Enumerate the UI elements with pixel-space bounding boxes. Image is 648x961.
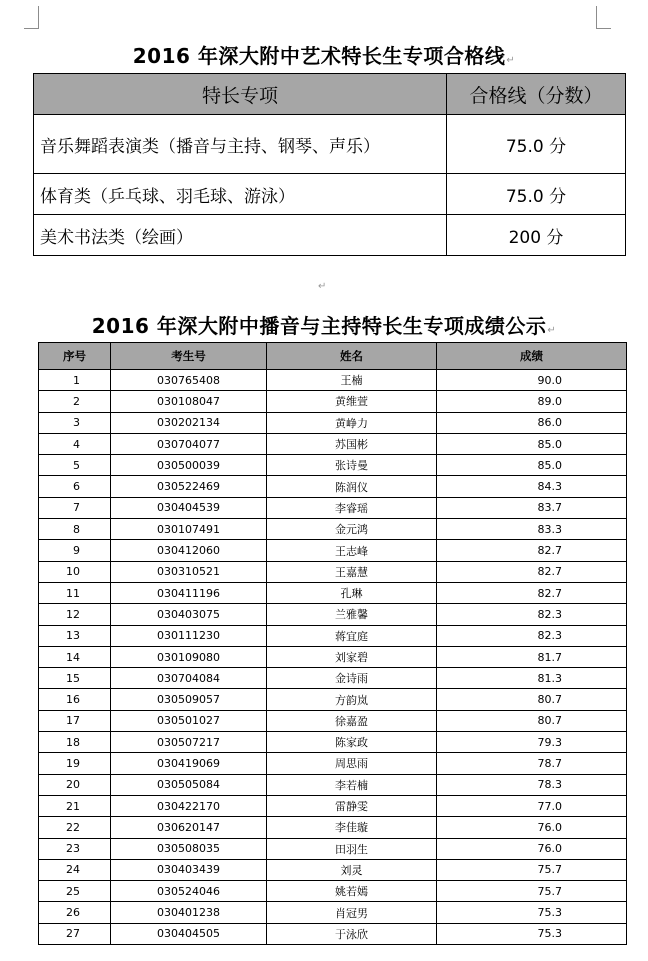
header-pass-line: 合格线（分数）: [447, 74, 626, 115]
table-row: [39, 817, 627, 838]
table-row: [39, 923, 627, 944]
score-cell: 80.7: [437, 689, 627, 710]
row-number-cell: 21: [39, 795, 111, 816]
header-id: 考生号: [111, 343, 267, 370]
score-cell: 77.0: [437, 795, 627, 816]
header-score: 成绩: [437, 343, 627, 370]
score-cell: 82.3: [437, 604, 627, 625]
results-header-row: [39, 343, 627, 370]
score-cell: 85.0: [437, 455, 627, 476]
pass-line-cell: 200 分: [447, 215, 626, 256]
pass-line-cell: 75.0 分: [447, 174, 626, 215]
score-cell: 80.7: [437, 710, 627, 731]
score-cell: 76.0: [437, 838, 627, 859]
student-name-cell: 金元鸿: [267, 519, 437, 540]
student-name-cell: 黄峥力: [267, 412, 437, 433]
student-name-cell: 李佳璇: [267, 817, 437, 838]
student-name-cell: 王楠: [267, 370, 437, 391]
exam-id-cell: 030401238: [111, 902, 267, 923]
exam-id-cell: 030412060: [111, 540, 267, 561]
table-row: [39, 795, 627, 816]
score-cell: 75.3: [437, 923, 627, 944]
row-number-cell: 15: [39, 668, 111, 689]
exam-id-cell: 030310521: [111, 561, 267, 582]
exam-id-cell: 030704084: [111, 668, 267, 689]
score-cell: 90.0: [437, 370, 627, 391]
row-number-cell: 24: [39, 859, 111, 880]
specialty-cell: 美术书法类（绘画）: [34, 215, 447, 256]
exam-id-cell: 030620147: [111, 817, 267, 838]
score-cell: 79.3: [437, 732, 627, 753]
row-number-cell: 27: [39, 923, 111, 944]
student-name-cell: 孔琳: [267, 582, 437, 603]
qualification-row: [34, 174, 626, 215]
score-cell: 75.7: [437, 859, 627, 880]
pass-line-cell: 75.0 分: [447, 115, 626, 174]
row-number-cell: 1: [39, 370, 111, 391]
student-name-cell: 肖冠男: [267, 902, 437, 923]
paragraph-mark-icon: ↵: [547, 325, 557, 336]
student-name-cell: 李若楠: [267, 774, 437, 795]
exam-id-cell: 030507217: [111, 732, 267, 753]
table-row: [39, 902, 627, 923]
table-row: [39, 838, 627, 859]
header-specialty: 特长专项: [34, 74, 447, 115]
table-row: [39, 433, 627, 454]
exam-id-cell: 030509057: [111, 689, 267, 710]
table-row: [39, 412, 627, 433]
table-row: [39, 497, 627, 518]
exam-id-cell: 030107491: [111, 519, 267, 540]
row-number-cell: 9: [39, 540, 111, 561]
header-name: 姓名: [267, 343, 437, 370]
table-row: [39, 476, 627, 497]
exam-id-cell: 030403075: [111, 604, 267, 625]
row-number-cell: 19: [39, 753, 111, 774]
table-row: [39, 881, 627, 902]
exam-id-cell: 030704077: [111, 433, 267, 454]
score-cell: 78.3: [437, 774, 627, 795]
exam-id-cell: 030522469: [111, 476, 267, 497]
exam-id-cell: 030108047: [111, 391, 267, 412]
table-row: [39, 625, 627, 646]
row-number-cell: 16: [39, 689, 111, 710]
table-row: [39, 391, 627, 412]
student-name-cell: 金诗雨: [267, 668, 437, 689]
exam-id-cell: 030411196: [111, 582, 267, 603]
table-row: [39, 455, 627, 476]
row-number-cell: 22: [39, 817, 111, 838]
student-name-cell: 周思雨: [267, 753, 437, 774]
score-cell: 82.7: [437, 561, 627, 582]
row-number-cell: 17: [39, 710, 111, 731]
exam-id-cell: 030403439: [111, 859, 267, 880]
student-name-cell: 徐嘉盈: [267, 710, 437, 731]
score-cell: 75.3: [437, 902, 627, 923]
row-number-cell: 3: [39, 412, 111, 433]
student-name-cell: 蒋宜庭: [267, 625, 437, 646]
score-cell: 82.7: [437, 540, 627, 561]
row-number-cell: 20: [39, 774, 111, 795]
table-row: [39, 732, 627, 753]
score-cell: 86.0: [437, 412, 627, 433]
exam-id-cell: 030501027: [111, 710, 267, 731]
student-name-cell: 田羽生: [267, 838, 437, 859]
table-row: [39, 859, 627, 880]
exam-id-cell: 030500039: [111, 455, 267, 476]
row-number-cell: 23: [39, 838, 111, 859]
score-cell: 75.7: [437, 881, 627, 902]
results-table: [38, 342, 627, 945]
student-name-cell: 张诗曼: [267, 455, 437, 476]
exam-id-cell: 030111230: [111, 625, 267, 646]
row-number-cell: 2: [39, 391, 111, 412]
score-cell: 84.3: [437, 476, 627, 497]
specialty-cell: 音乐舞蹈表演类（播音与主持、钢琴、声乐）: [34, 115, 447, 174]
student-name-cell: 苏国彬: [267, 433, 437, 454]
paragraph-mark-icon: ↵: [318, 281, 327, 292]
table-row: [39, 668, 627, 689]
row-number-cell: 13: [39, 625, 111, 646]
table-row: [39, 561, 627, 582]
student-name-cell: 王志峰: [267, 540, 437, 561]
row-number-cell: 4: [39, 433, 111, 454]
qualification-header-row: [34, 74, 626, 115]
student-name-cell: 刘家碧: [267, 646, 437, 667]
student-name-cell: 雷静雯: [267, 795, 437, 816]
qualification-title: 2016 年深大附中艺术特长生专项合格线↵: [132, 44, 516, 68]
exam-id-cell: 030404539: [111, 497, 267, 518]
score-cell: 83.7: [437, 497, 627, 518]
table-row: [39, 646, 627, 667]
exam-id-cell: 030505084: [111, 774, 267, 795]
table-row: [39, 710, 627, 731]
exam-id-cell: 030404505: [111, 923, 267, 944]
student-name-cell: 姚若嫣: [267, 881, 437, 902]
row-number-cell: 11: [39, 582, 111, 603]
table-row: [39, 774, 627, 795]
student-name-cell: 兰雅馨: [267, 604, 437, 625]
row-number-cell: 18: [39, 732, 111, 753]
row-number-cell: 5: [39, 455, 111, 476]
score-cell: 85.0: [437, 433, 627, 454]
table-row: [39, 540, 627, 561]
score-cell: 82.7: [437, 582, 627, 603]
table-row: [39, 689, 627, 710]
row-number-cell: 14: [39, 646, 111, 667]
exam-id-cell: 030419069: [111, 753, 267, 774]
margin-corner-top-left: [24, 6, 39, 29]
results-title: 2016 年深大附中播音与主持特长生专项成绩公示↵: [91, 314, 557, 338]
table-row: [39, 753, 627, 774]
table-row: [39, 519, 627, 540]
row-number-cell: 8: [39, 519, 111, 540]
row-number-cell: 26: [39, 902, 111, 923]
margin-corner-top-right: [596, 6, 611, 29]
student-name-cell: 王嘉慧: [267, 561, 437, 582]
score-cell: 83.3: [437, 519, 627, 540]
exam-id-cell: 030524046: [111, 881, 267, 902]
student-name-cell: 李睿瑶: [267, 497, 437, 518]
student-name-cell: 刘灵: [267, 859, 437, 880]
score-cell: 76.0: [437, 817, 627, 838]
student-name-cell: 陈润仪: [267, 476, 437, 497]
student-name-cell: 陈家政: [267, 732, 437, 753]
table-row: [39, 604, 627, 625]
student-name-cell: 于泳欣: [267, 923, 437, 944]
score-cell: 81.3: [437, 668, 627, 689]
row-number-cell: 10: [39, 561, 111, 582]
exam-id-cell: 030422170: [111, 795, 267, 816]
row-number-cell: 7: [39, 497, 111, 518]
student-name-cell: 方韵岚: [267, 689, 437, 710]
header-no: 序号: [39, 343, 111, 370]
score-cell: 89.0: [437, 391, 627, 412]
paragraph-mark-icon: ↵: [506, 55, 516, 66]
row-number-cell: 6: [39, 476, 111, 497]
score-cell: 81.7: [437, 646, 627, 667]
table-row: [39, 370, 627, 391]
qualification-row: [34, 215, 626, 256]
specialty-cell: 体育类（乒乓球、羽毛球、游泳）: [34, 174, 447, 215]
row-number-cell: 12: [39, 604, 111, 625]
score-cell: 82.3: [437, 625, 627, 646]
score-cell: 78.7: [437, 753, 627, 774]
exam-id-cell: 030508035: [111, 838, 267, 859]
exam-id-cell: 030202134: [111, 412, 267, 433]
row-number-cell: 25: [39, 881, 111, 902]
qualification-row: [34, 115, 626, 174]
exam-id-cell: 030109080: [111, 646, 267, 667]
table-row: [39, 582, 627, 603]
qualification-table: [33, 73, 626, 256]
student-name-cell: 黄维萱: [267, 391, 437, 412]
exam-id-cell: 030765408: [111, 370, 267, 391]
